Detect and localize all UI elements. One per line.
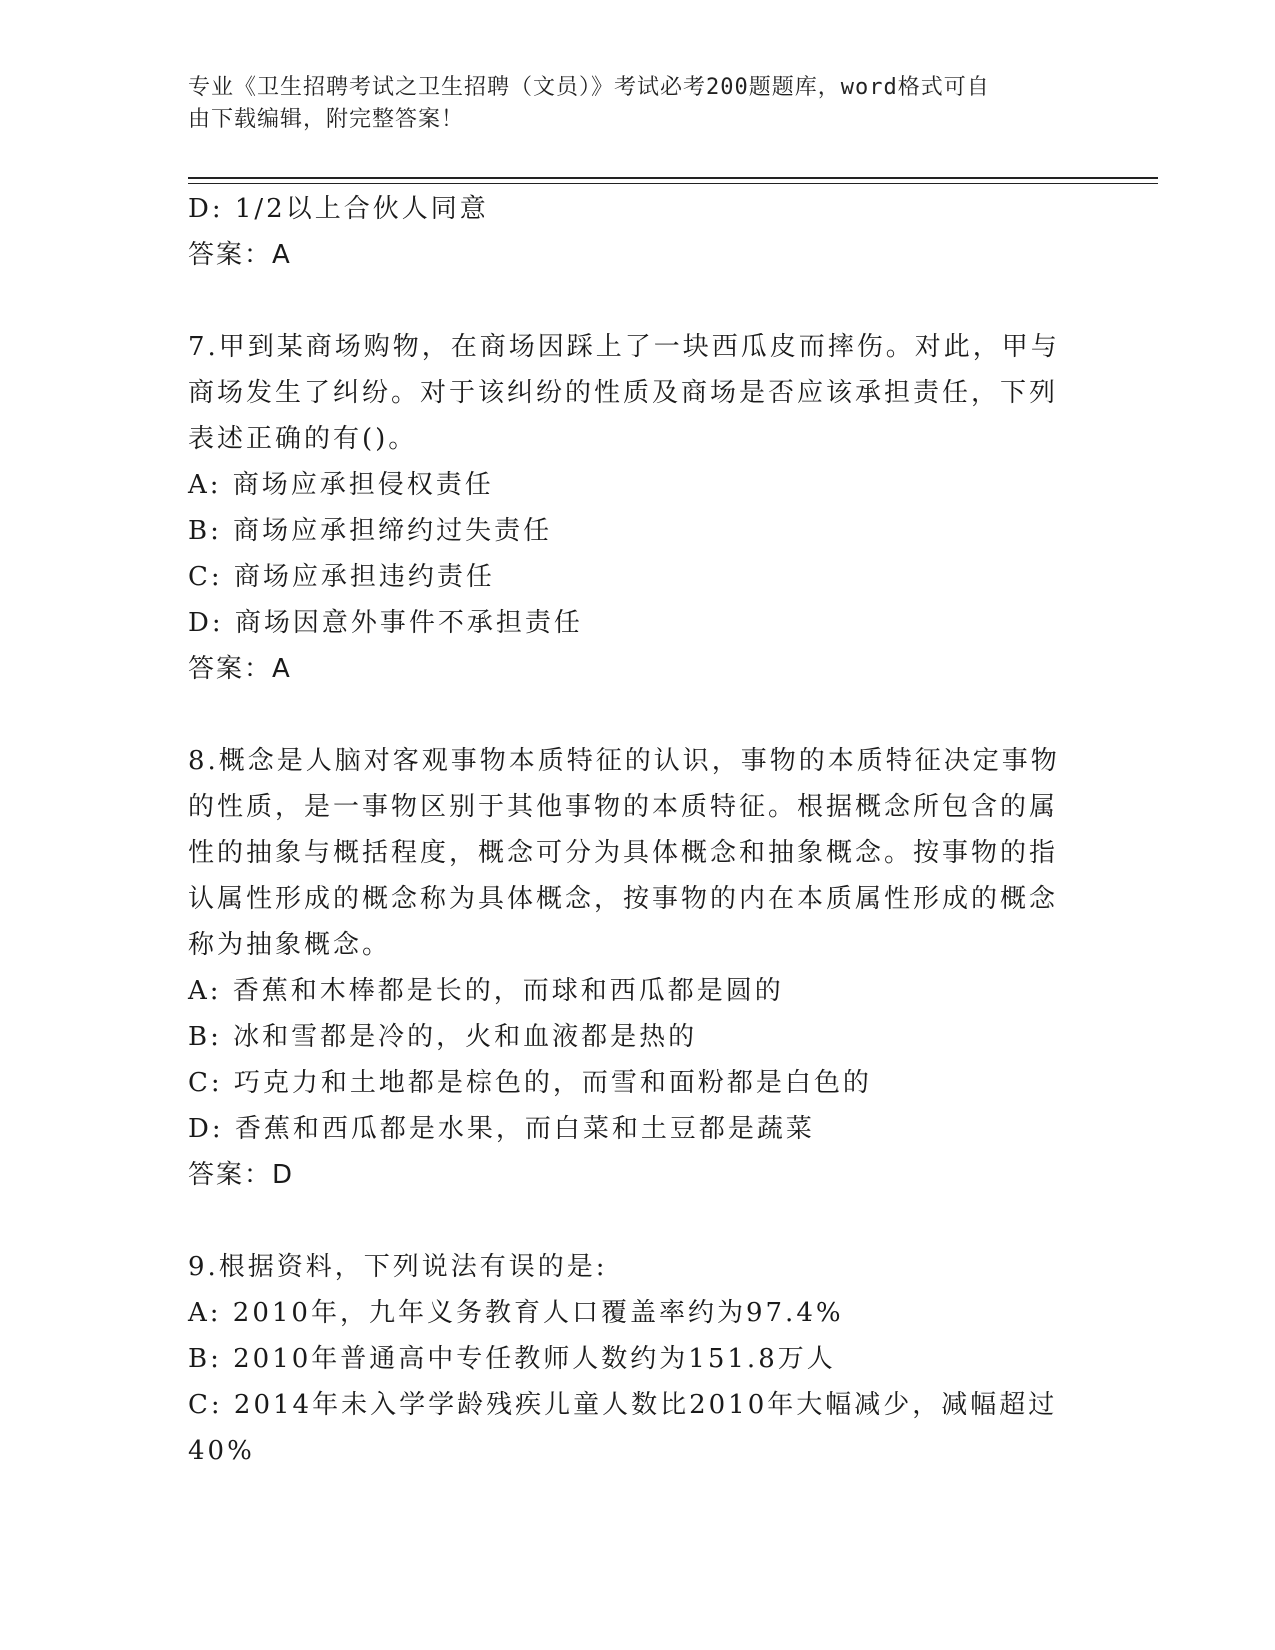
- header-rule-thin: [188, 183, 1158, 184]
- answer: 答案：D: [188, 1160, 295, 1190]
- question-text-line: 商场发生了纠纷。对于该纠纷的性质及商场是否应该承担责任，下列: [188, 378, 1059, 408]
- prev-option-d: D: 1/2以上合伙人同意: [188, 194, 489, 224]
- question-text-line: 7.甲到某商场购物，在商场因踩上了一块西瓜皮而摔伤。对此，甲与: [188, 332, 1060, 362]
- question-8: [188, 738, 1068, 1198]
- option-b: B: 冰和雪都是冷的，火和血液都是热的: [188, 1022, 698, 1052]
- question-text-line: 8.概念是人脑对客观事物本质特征的认识，事物的本质特征决定事物: [188, 746, 1060, 776]
- document-header: [188, 72, 1068, 136]
- spacer: [188, 692, 1068, 738]
- answer: 答案：A: [188, 654, 292, 684]
- option-b: B: 商场应承担缔约过失责任: [188, 516, 553, 546]
- option-b: B: 2010年普通高中专任教师人数约为151.8万人: [188, 1344, 836, 1374]
- question-text-line: 9.根据资料，下列说法有误的是:: [188, 1252, 608, 1282]
- option-c: C: 巧克力和土地都是棕色的，而雪和面粉都是白色的: [188, 1068, 872, 1098]
- spacer: [188, 1198, 1068, 1244]
- header-line-2: 由下载编辑，附完整答案！: [188, 107, 465, 132]
- option-a: A: 香蕉和木棒都是长的，而球和西瓜都是圆的: [188, 976, 784, 1006]
- option-c-continued: 40%: [188, 1436, 255, 1466]
- question-text-line: 认属性形成的概念称为具体概念，按事物的内在本质属性形成的概念: [188, 884, 1059, 914]
- question-text-line: 表述正确的有()。: [188, 424, 418, 454]
- question-text-line: 的性质，是一事物区别于其他事物的本质特征。根据概念所包含的属: [188, 792, 1059, 822]
- option-c: C: 2014年未入学学龄残疾儿童人数比2010年大幅减少，减幅超过: [188, 1390, 1058, 1420]
- spacer: [188, 278, 1068, 324]
- option-d: D: 香蕉和西瓜都是水果，而白菜和土豆都是蔬菜: [188, 1114, 815, 1144]
- question-9: [188, 1244, 1068, 1474]
- option-a: A: 商场应承担侵权责任: [188, 470, 494, 500]
- question-text-line: 称为抽象概念。: [188, 930, 392, 960]
- option-a: A: 2010年，九年义务教育人口覆盖率约为97.4%: [188, 1298, 844, 1328]
- question-7: [188, 324, 1068, 692]
- option-c: C: 商场应承担违约责任: [188, 562, 495, 592]
- header-line-1: 专业《卫生招聘考试之卫生招聘（文员）》考试必考200题题库，word格式可自: [188, 75, 990, 100]
- option-d: D: 商场因意外事件不承担责任: [188, 608, 583, 638]
- prev-answer: 答案：A: [188, 240, 292, 270]
- question-text-line: 性的抽象与概括程度，概念可分为具体概念和抽象概念。按事物的指: [188, 838, 1059, 868]
- document-body: [188, 186, 1068, 1474]
- header-rule-thick: [188, 177, 1158, 179]
